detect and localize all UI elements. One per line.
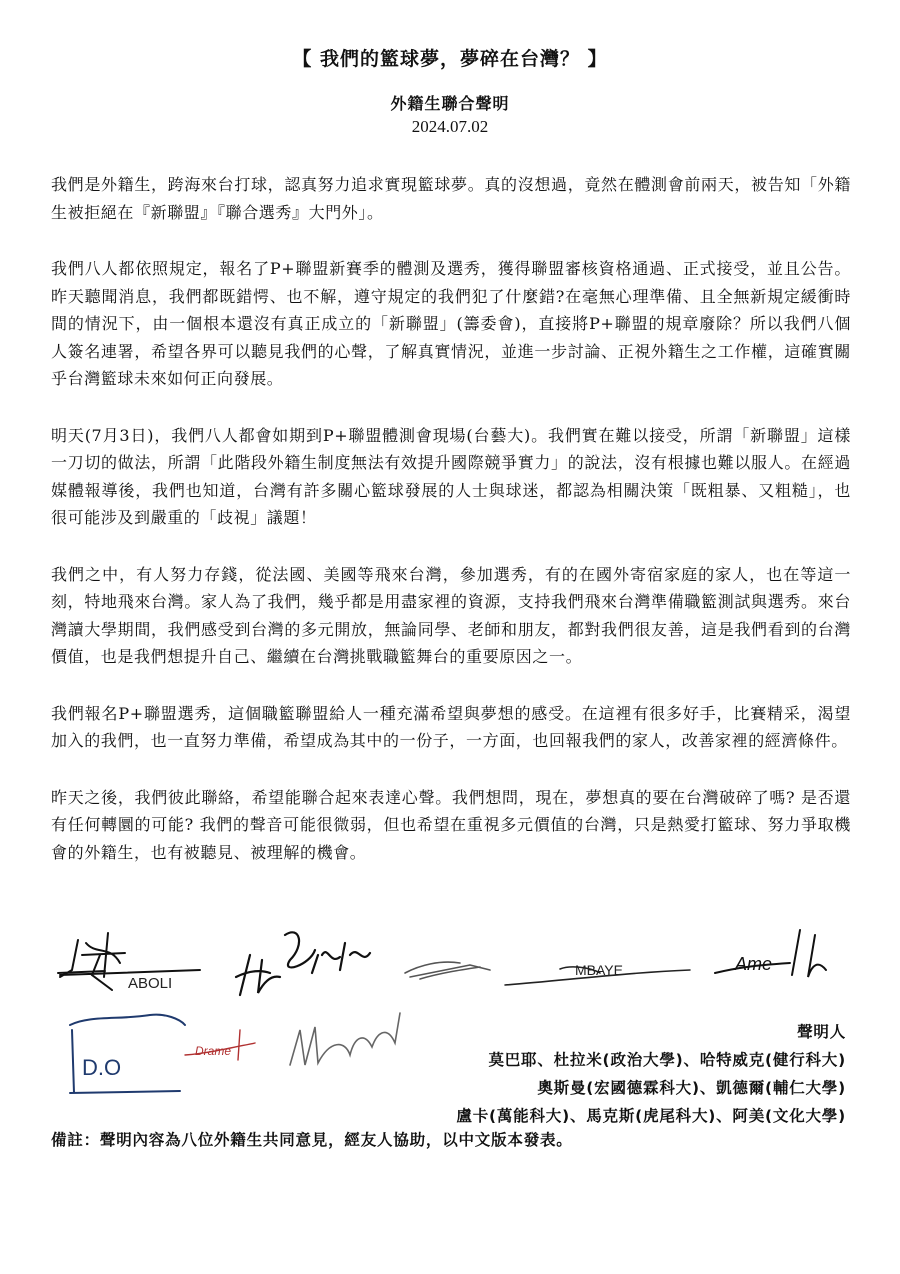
document-note: 備註：聲明內容為八位外籍生共同意見，經友人協助，以中文版本發表。 [51, 1131, 573, 1149]
statement-body [51, 171, 851, 895]
sig4-caption: MBAYE [575, 962, 623, 978]
declarants-line-2: 奧斯曼(宏國德霖科大)、凱德爾(輔仁大學) [537, 1079, 846, 1097]
declarants-heading: 聲明人 [797, 1023, 846, 1041]
paragraph-6: 昨天之後，我們彼此聯絡，希望能聯合起來表達心聲。我們想問，現在，夢想真的要在台灣破碎了嗎? 是否還有任何轉圜的可能? 我們的聲音可能很微弱，但也希望在重視多元價值的台灣，只是熱愛打籃球、努力爭取機會的外籍生，也有被聽見、被理解的機會。 [51, 787, 851, 862]
document-subtitle: 外籍生聯合聲明 [390, 94, 510, 113]
sig6-caption: D.O [82, 1055, 122, 1080]
paragraph-5: 我們報名P+聯盟選秀，這個職籃聯盟給人一種充滿希望與夢想的感受。在這裡有很多好手，比賽精采，渴望加入的我們，也一直努力準備，希望成為其中的一份子，一方面，也回報我們的家人，改善家裡的經濟條件。 [51, 703, 851, 750]
declarants-line-1: 莫巴耶、杜拉米(政治大學)、哈特威克(健行科大) [488, 1051, 846, 1069]
signature-7 [185, 1030, 255, 1060]
sig5-caption: Ame [735, 954, 773, 974]
signature-4 [505, 962, 690, 985]
signature-2 [236, 932, 370, 995]
declarants-line-3: 盧卡(萬能科大)、馬克斯(虎尾科大)、阿美(文化大學) [456, 1107, 846, 1125]
paragraph-2: 我們八人都依照規定，報名了P+聯盟新賽季的體測及選秀，獲得聯盟審核資格通過、正式接受，並且公告。昨天聽聞消息，我們都既錯愕、也不解，遵守規定的我們犯了什麼錯?在毫無心理準備、且全無新規定緩衝時間的情況下，由一個根本還沒有真正成立的「新聯盟」(籌委會)，直接將P+聯盟的規章廢除？所以我們八個人簽名連署，希望各界可以聽見我們的心聲，了解真實情況，並進一步討論、正視外籍生之工作權，這確實關乎台灣籃球未來如何正向發展。 [51, 259, 851, 388]
sig7-caption: Drame [195, 1044, 232, 1058]
signature-6 [70, 1015, 185, 1093]
sig1-caption: ABOLI [128, 975, 173, 992]
signature-1 [58, 933, 200, 992]
paragraph-3: 明天(7月3日)，我們八人都會如期到P+聯盟體測會現場(台藝大)。我們實在難以接受，所謂「新聯盟」這樣一刀切的做法，所謂「此階段外籍生制度無法有效提升國際競爭實力」的說法，沒有根據也難以服人。在經過媒體報導後，我們也知道，台灣有許多關心籃球發展的人士與球迷，都認為相關決策「既粗暴、又粗糙」，也很可能涉及到嚴重的「歧視」議題！ [51, 425, 851, 527]
declarants-block [456, 1018, 846, 1130]
document-title: 【 我們的籃球夢，夢碎在台灣？ 】 [292, 48, 608, 70]
signature-3 [405, 962, 490, 979]
paragraph-1: 我們是外籍生，跨海來台打球，認真努力追求實現籃球夢。真的沒想過，竟然在體測會前兩天，被告知「外籍生被拒絕在『新聯盟』『聯合選秀』大門外」。 [51, 175, 851, 222]
signature-8 [290, 1013, 400, 1065]
document-date: 2024.07.02 [411, 117, 489, 136]
paragraph-4: 我們之中，有人努力存錢，從法國、美國等飛來台灣，參加選秀，有的在國外寄宿家庭的家人，也在等這一刻，特地飛來台灣。家人為了我們，幾乎都是用盡家裡的資源，支持我們飛來台灣準備職籃測試與選秀。來台灣讀大學期間，我們感受到台灣的多元開放，無論同學、老師和朋友，都對我們很友善，這是我們看到的台灣價值，也是我們想提升自己、繼續在台灣挑戰職籃舞台的重要原因之一。 [51, 564, 851, 666]
signature-5 [715, 930, 826, 977]
